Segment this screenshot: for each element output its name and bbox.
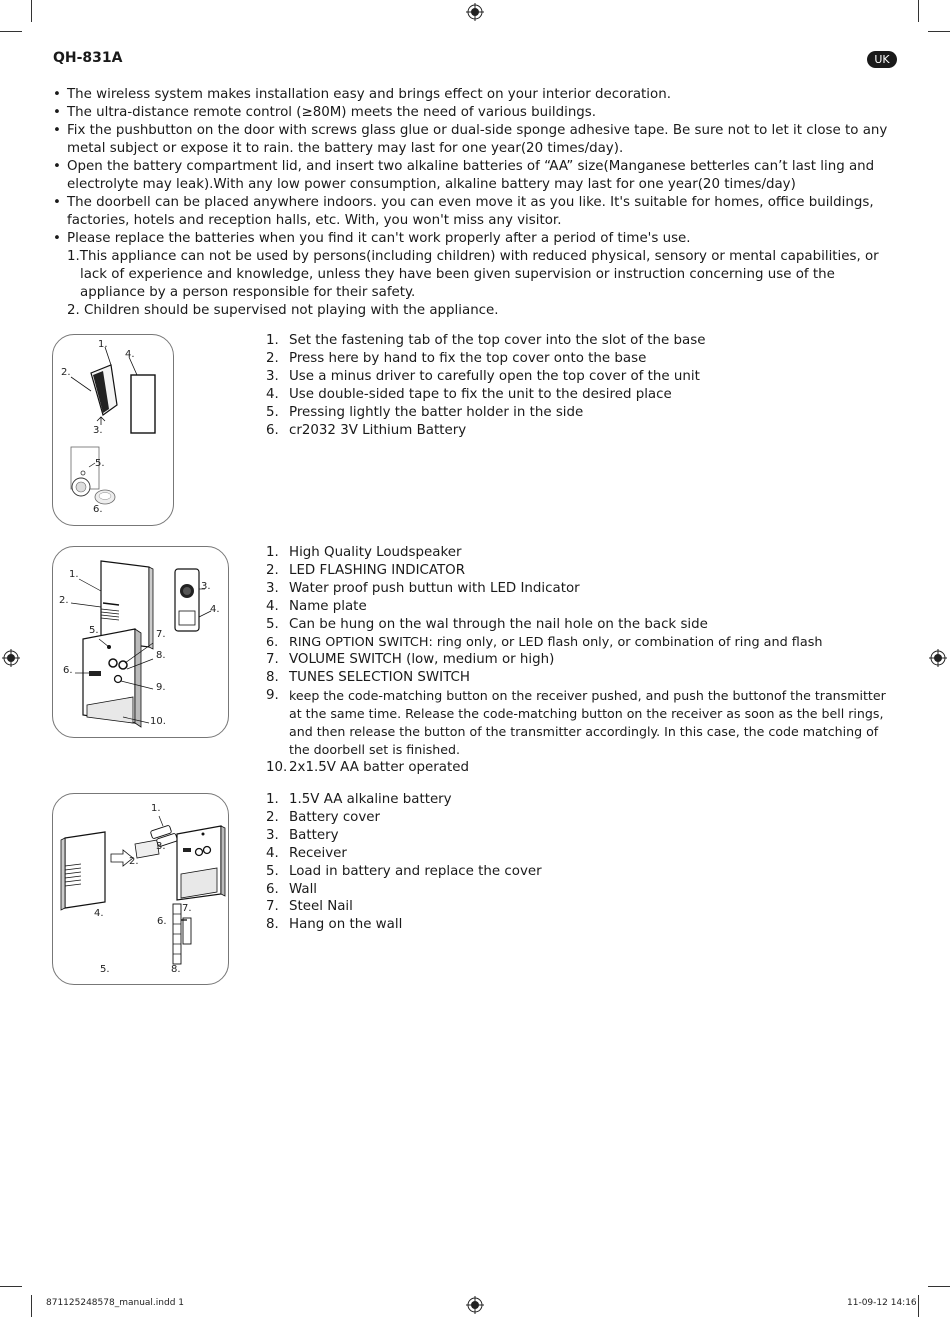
safety-note-2: 2. Children should be supervised not playing with the appliance.	[67, 303, 499, 318]
figure-label: 5.	[95, 458, 105, 469]
list-item: 3. Water proof push buttun with LED Indicator	[266, 580, 580, 596]
figure-label: 4.	[94, 908, 104, 919]
figure-label: 6.	[93, 504, 103, 515]
list-item: 8. TUNES SELECTION SWITCH	[266, 670, 470, 686]
list-item: 1. Set the fastening tab of the top cover into the slot of the base	[266, 333, 706, 348]
list-item: 4. Name plate	[266, 598, 367, 614]
list-item: 2. Battery cover	[266, 809, 381, 825]
crop-mark-top-right-h	[928, 31, 950, 32]
bullet-item: • Open the battery compartment lid, and insert two alkaline batteries of “AA” size(Manganese betterles can’t last ling and electrolyte may leak).With any low power consumption, alkaline battery may last for one year(20 times/day)	[53, 158, 898, 194]
model-title: QH-831A	[53, 50, 123, 66]
list-item: 9. keep the code-matching button on the receiver pushed, and push the buttonof the transmitter at the same time. Release the code-matching button on the receiver as soon as the bell rings, and then release the button of the transmitter accordingly. In this case, the code matching of the doorbell set is finished.	[266, 688, 886, 757]
registration-mark-icon	[929, 649, 947, 667]
section2-instructions	[266, 544, 896, 777]
figure-label: 1.	[69, 569, 79, 580]
crop-mark-bottom-right	[918, 1295, 919, 1317]
registration-mark-icon	[466, 1296, 484, 1314]
list-item: 4. Use double-sided tape to fix the unit to the desired place	[266, 386, 672, 402]
list-item: 6. cr2032 3V Lithium Battery	[266, 422, 467, 438]
figure-label: 5.	[89, 625, 99, 636]
push-button-illustration	[53, 335, 173, 525]
list-item: 8. Hang on the wall	[266, 917, 403, 933]
figure-label: 8.	[171, 964, 181, 975]
safety-note-1: 1.This appliance can not be used by persons(including children) with reduced physical, sensory or mental capabilities, or lack of experience and knowledge, unless they have been given supervision or instruction concerning use of the appliance by a person responsible for their safety.	[67, 249, 879, 300]
crop-mark-top-left-h	[0, 31, 22, 32]
list-item: 1. High Quality Loudspeaker	[266, 545, 462, 560]
safety-note	[53, 302, 898, 320]
list-item: 10. 2x1.5V AA batter operated	[266, 759, 469, 775]
list-item: 5. Load in battery and replace the cover	[266, 863, 542, 879]
list-item: 1. 1.5V AA alkaline battery	[266, 792, 452, 807]
safety-note	[53, 248, 898, 302]
figure-label: 7.	[182, 903, 192, 914]
figure-label: 9.	[156, 682, 166, 693]
figure-receiver-overview	[52, 546, 229, 738]
figure-label: 6.	[157, 916, 167, 927]
battery-install-illustration	[53, 794, 228, 984]
crop-mark-top-right	[918, 0, 919, 22]
list-item: 7. VOLUME SWITCH (low, medium or high)	[266, 652, 555, 668]
bullet-item: • The doorbell can be placed anywhere indoors. you can even move it as you like. It's suitable for homes, office buildings, factories, hotels and reception halls, etc. With, you won't miss any visitor.	[53, 194, 898, 230]
figure-battery-installation	[52, 793, 229, 985]
figure-label: 2.	[59, 595, 69, 606]
footer-date: 11-09-12 14:16	[847, 1298, 917, 1308]
section1-instructions	[266, 332, 896, 439]
registration-mark-icon	[466, 3, 484, 21]
figure-label: 8.	[156, 650, 166, 661]
list-item: 6. Wall	[266, 881, 318, 897]
figure-label: 5.	[100, 964, 110, 975]
footer-file-slug: 871125248578_manual.indd 1	[46, 1298, 184, 1308]
section3-instructions	[266, 791, 896, 934]
bullet-item: • Fix the pushbutton on the door with screws glass glue or dual-side sponge adhesive tape. Be sure not to let it close to any metal subject or expose it to rain. the battery may last for one year(20 times/day).	[53, 122, 898, 158]
bullet-item: • The wireless system makes installation easy and brings effect on your interior decoration.	[53, 86, 898, 104]
list-item: 2. Press here by hand to fix the top cover onto the base	[266, 350, 647, 366]
figure-label: 4.	[210, 604, 220, 615]
figure-label: 3.	[156, 841, 166, 852]
figure-label: 6.	[63, 665, 73, 676]
crop-mark-top-left	[31, 0, 32, 22]
registration-mark-icon	[2, 649, 20, 667]
list-item: 2. LED FLASHING INDICATOR	[266, 562, 466, 578]
figure-label: 7.	[156, 629, 166, 640]
crop-mark-bottom-left-h	[0, 1286, 22, 1287]
bullet-item: • The ultra-distance remote control (≥80M) meets the need of various buildings.	[53, 104, 898, 122]
bullet-item: • Please replace the batteries when you find it can't work properly after a period of time's use.	[53, 230, 898, 248]
figure-label: 1.	[151, 803, 161, 814]
language-badge: UK	[867, 51, 897, 68]
figure-push-button-assembly	[52, 334, 174, 526]
list-item: 5. Can be hung on the wal through the nail hole on the back side	[266, 616, 708, 632]
list-item: 5. Pressing lightly the batter holder in the side	[266, 404, 584, 420]
figure-label: 3.	[201, 581, 211, 592]
list-item: 3. Battery	[266, 827, 339, 843]
feature-bullet-list	[53, 86, 898, 320]
figure-label: 4.	[125, 349, 135, 360]
figure-label: 1.	[98, 339, 108, 350]
list-item: 4. Receiver	[266, 845, 347, 861]
figure-label: 2.	[61, 367, 71, 378]
crop-mark-bottom-left	[31, 1295, 32, 1317]
figure-label: 10.	[150, 716, 166, 727]
figure-label: 3.	[93, 425, 103, 436]
figure-label: 2.	[129, 856, 139, 867]
list-item: 3. Use a minus driver to carefully open the top cover of the unit	[266, 368, 700, 384]
receiver-illustration	[53, 547, 228, 737]
list-item: 7. Steel Nail	[266, 899, 353, 915]
list-item: 6. RING OPTION SWITCH: ring only, or LED flash only, or combination of ring and flash	[266, 634, 823, 650]
crop-mark-bottom-right-h	[928, 1286, 950, 1287]
